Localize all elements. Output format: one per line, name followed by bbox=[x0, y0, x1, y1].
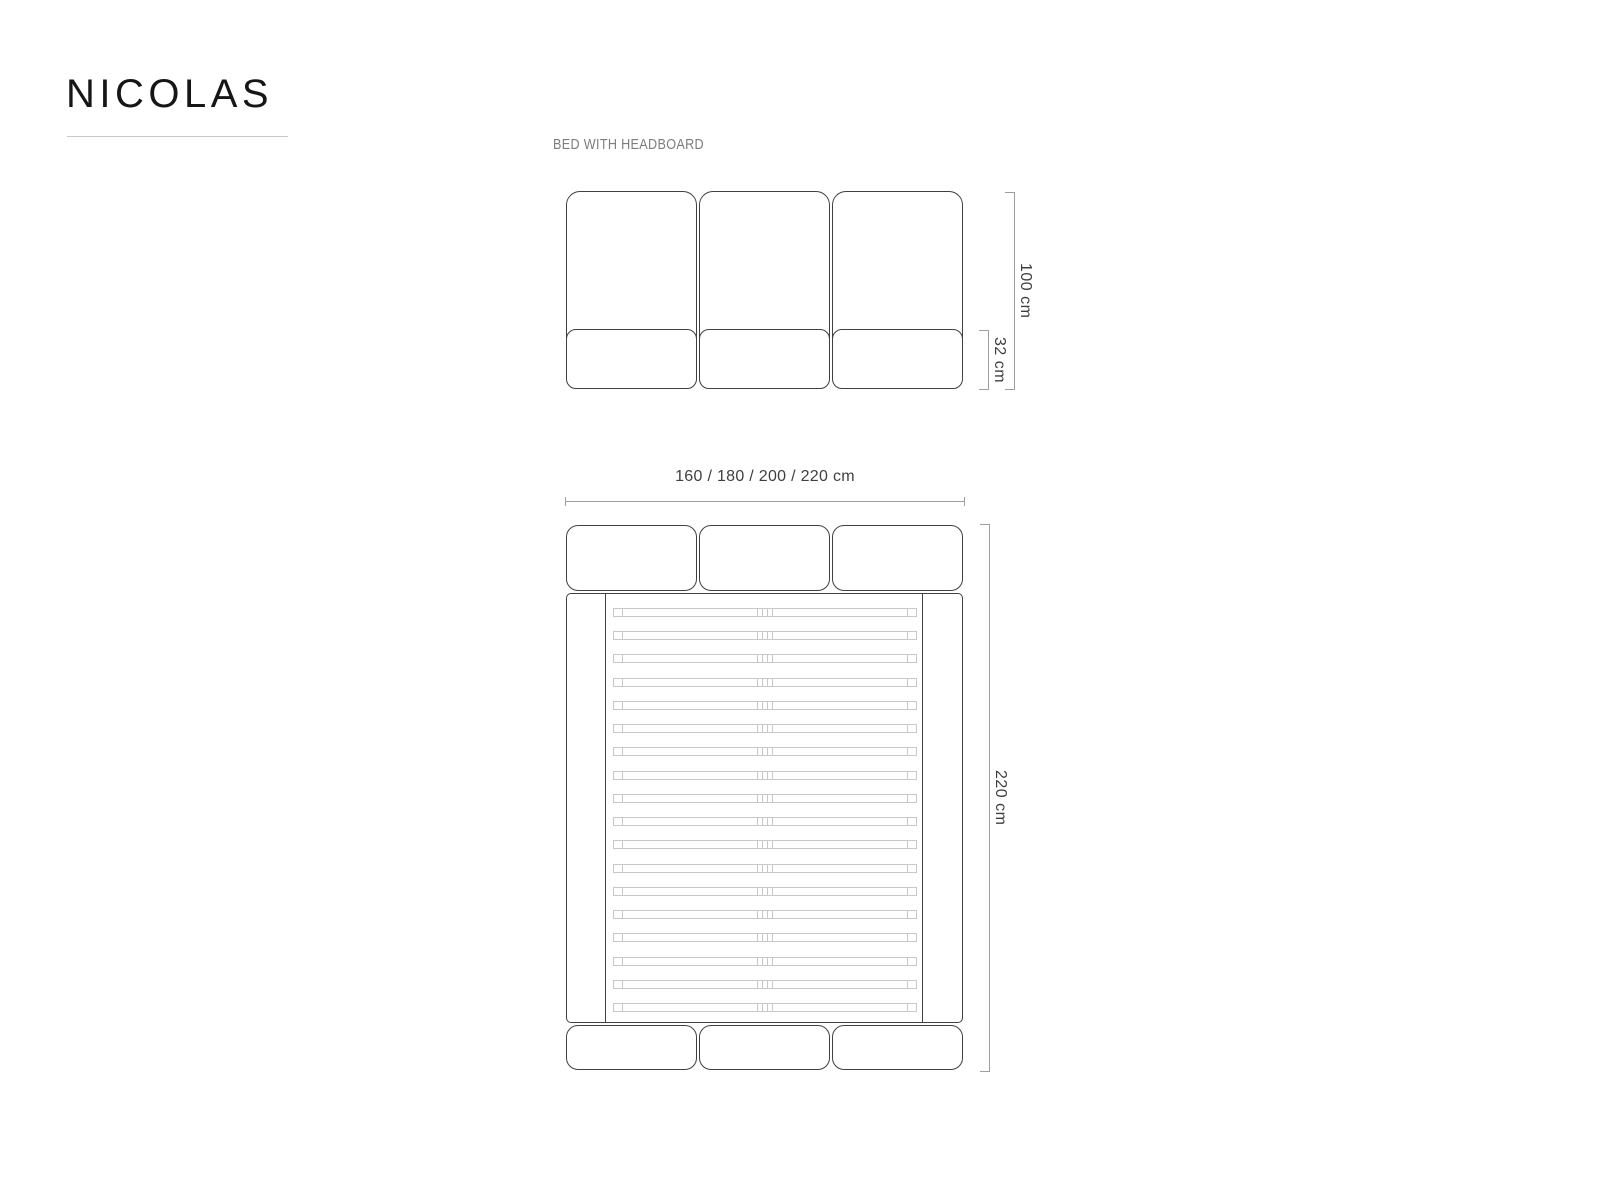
slat-center-support-left bbox=[757, 609, 763, 616]
slat bbox=[613, 654, 917, 663]
slat-end-cap-right bbox=[907, 632, 916, 639]
slat-end-cap-left bbox=[614, 888, 623, 895]
slat-end-cap-right bbox=[907, 702, 916, 709]
slat-center-support-right bbox=[767, 609, 773, 616]
slat-end-cap-right bbox=[907, 725, 916, 732]
slat-end-cap-left bbox=[614, 772, 623, 779]
slat bbox=[613, 1003, 917, 1012]
slat bbox=[613, 608, 917, 617]
slat-center-support-left bbox=[757, 702, 763, 709]
title-underline bbox=[67, 136, 288, 137]
slat bbox=[613, 980, 917, 989]
slat bbox=[613, 771, 917, 780]
left-rail-edge bbox=[605, 594, 606, 1022]
slat-end-cap-right bbox=[907, 795, 916, 802]
slat-end-cap-left bbox=[614, 725, 623, 732]
dim-tick bbox=[964, 497, 965, 506]
dim-tick bbox=[980, 1071, 989, 1072]
right-rail-edge bbox=[922, 594, 923, 1022]
slat bbox=[613, 747, 917, 756]
slat-center-support-right bbox=[767, 632, 773, 639]
slat bbox=[613, 701, 917, 710]
slat-end-cap-left bbox=[614, 679, 623, 686]
slat-center-support-right bbox=[767, 1004, 773, 1011]
slat-end-cap-left bbox=[614, 841, 623, 848]
slat bbox=[613, 817, 917, 826]
dim-tick bbox=[979, 330, 988, 331]
slat-end-cap-left bbox=[614, 632, 623, 639]
slat-center-support-left bbox=[757, 934, 763, 941]
dim-tick bbox=[1005, 192, 1014, 193]
slat-center-support-left bbox=[757, 865, 763, 872]
slat-end-cap-left bbox=[614, 865, 623, 872]
slat-center-support-left bbox=[757, 679, 763, 686]
slat-end-cap-right bbox=[907, 1004, 916, 1011]
slat-end-cap-left bbox=[614, 702, 623, 709]
slat-center-support-right bbox=[767, 818, 773, 825]
slat-center-support-right bbox=[767, 725, 773, 732]
dim-line-total-height bbox=[1014, 192, 1015, 390]
dim-label-length: 220 cm bbox=[992, 770, 1009, 826]
slat-end-cap-left bbox=[614, 958, 623, 965]
slat-end-cap-right bbox=[907, 841, 916, 848]
slat-end-cap-right bbox=[907, 818, 916, 825]
slat-end-cap-right bbox=[907, 772, 916, 779]
slat-end-cap-right bbox=[907, 958, 916, 965]
slat-end-cap-right bbox=[907, 934, 916, 941]
slat-end-cap-left bbox=[614, 609, 623, 616]
slat-center-support-right bbox=[767, 911, 773, 918]
top-footboard-panel-right bbox=[832, 1025, 963, 1070]
slat bbox=[613, 933, 917, 942]
slat-center-support-right bbox=[767, 655, 773, 662]
slat-center-support-right bbox=[767, 888, 773, 895]
slat-center-support-right bbox=[767, 981, 773, 988]
slat-center-support-right bbox=[767, 795, 773, 802]
slat-center-support-left bbox=[757, 1004, 763, 1011]
slat bbox=[613, 957, 917, 966]
slat bbox=[613, 631, 917, 640]
slat-area bbox=[613, 608, 917, 1012]
top-headboard-panel-right bbox=[832, 525, 963, 591]
slat-end-cap-right bbox=[907, 981, 916, 988]
slat bbox=[613, 724, 917, 733]
slat bbox=[613, 678, 917, 687]
slat-end-cap-left bbox=[614, 934, 623, 941]
slat-end-cap-left bbox=[614, 795, 623, 802]
slat-end-cap-right bbox=[907, 888, 916, 895]
dim-label-widths: 160 / 180 / 200 / 220 cm bbox=[675, 468, 855, 485]
slat-center-support-left bbox=[757, 772, 763, 779]
slat-center-support-right bbox=[767, 865, 773, 872]
dim-tick bbox=[565, 497, 566, 506]
slat-center-support-right bbox=[767, 679, 773, 686]
top-headboard-panel-left bbox=[566, 525, 697, 591]
slat-center-support-left bbox=[757, 818, 763, 825]
slat-end-cap-right bbox=[907, 865, 916, 872]
slat-center-support-left bbox=[757, 911, 763, 918]
dim-tick bbox=[980, 524, 989, 525]
view-label: BED WITH HEADBOARD bbox=[553, 136, 704, 153]
slat-center-support-left bbox=[757, 748, 763, 755]
slat-end-cap-left bbox=[614, 911, 623, 918]
slat bbox=[613, 864, 917, 873]
dim-label-base-height: 32 cm bbox=[991, 336, 1008, 384]
slat-end-cap-left bbox=[614, 818, 623, 825]
slat-center-support-right bbox=[767, 958, 773, 965]
base-panel-right bbox=[832, 329, 963, 389]
slat bbox=[613, 840, 917, 849]
slat-end-cap-right bbox=[907, 609, 916, 616]
slat-end-cap-right bbox=[907, 655, 916, 662]
slat-center-support-left bbox=[757, 725, 763, 732]
slat-center-support-right bbox=[767, 772, 773, 779]
top-footboard-panel-left bbox=[566, 1025, 697, 1070]
dim-line-base-height bbox=[988, 330, 989, 390]
slat-center-support-right bbox=[767, 934, 773, 941]
slat-center-support-right bbox=[767, 748, 773, 755]
slat-end-cap-right bbox=[907, 911, 916, 918]
dim-tick bbox=[979, 389, 988, 390]
base-panel-left bbox=[566, 329, 697, 389]
slat-end-cap-left bbox=[614, 655, 623, 662]
base-panel-center bbox=[699, 329, 830, 389]
slat-end-cap-right bbox=[907, 748, 916, 755]
top-headboard-panel-center bbox=[699, 525, 830, 591]
top-footboard-panel-center bbox=[699, 1025, 830, 1070]
product-title: NICOLAS bbox=[66, 72, 274, 116]
slat-center-support-left bbox=[757, 795, 763, 802]
dim-line-widths bbox=[565, 501, 965, 502]
slat bbox=[613, 887, 917, 896]
slat-center-support-right bbox=[767, 841, 773, 848]
slat-center-support-left bbox=[757, 888, 763, 895]
slat-center-support-left bbox=[757, 655, 763, 662]
slat-end-cap-right bbox=[907, 679, 916, 686]
slat-end-cap-left bbox=[614, 748, 623, 755]
slat-center-support-left bbox=[757, 632, 763, 639]
slat-center-support-left bbox=[757, 841, 763, 848]
slat-center-support-left bbox=[757, 958, 763, 965]
slat-center-support-right bbox=[767, 702, 773, 709]
slat-end-cap-left bbox=[614, 1004, 623, 1011]
slat-center-support-left bbox=[757, 981, 763, 988]
slat bbox=[613, 910, 917, 919]
dim-label-total-height: 100 cm bbox=[1017, 263, 1034, 319]
dim-line-length bbox=[989, 524, 990, 1072]
slat-end-cap-left bbox=[614, 981, 623, 988]
slat bbox=[613, 794, 917, 803]
